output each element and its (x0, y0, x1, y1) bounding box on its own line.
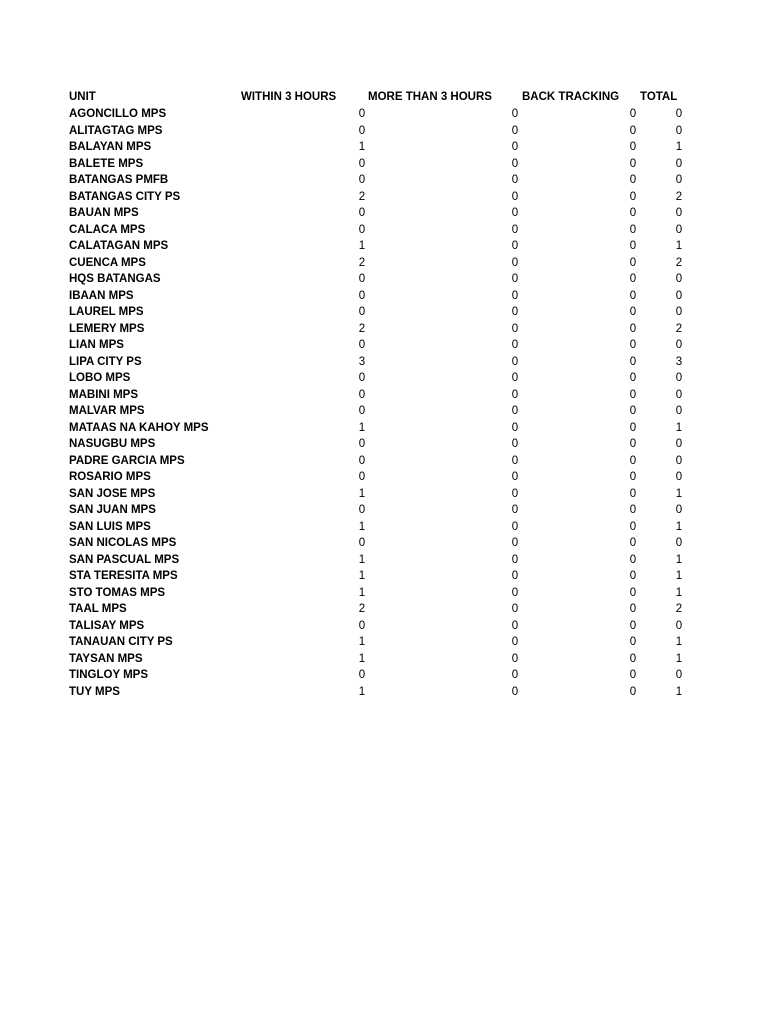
cell-within-3-hours: 0 (358, 438, 366, 450)
table-row (0, 601, 768, 618)
cell-total: 0 (675, 537, 683, 549)
cell-within-3-hours: 1 (358, 570, 366, 582)
cell-within-3-hours: 0 (358, 372, 366, 384)
cell-total: 0 (675, 388, 683, 401)
cell-unit: BATANGAS CITY PS (69, 190, 181, 203)
cell-unit: CALATAGAN MPS (69, 240, 169, 252)
cell-within-3-hours: 0 (358, 124, 366, 137)
cell-back-tracking: 0 (629, 685, 637, 698)
cell-unit: TAAL MPS (69, 603, 127, 615)
cell-within-3-hours: 1 (358, 652, 366, 665)
cell-within-3-hours: 0 (358, 388, 366, 401)
cell-total: 1 (675, 421, 683, 434)
cell-back-tracking: 0 (629, 553, 637, 566)
cell-within-3-hours: 0 (358, 405, 366, 417)
cell-back-tracking: 0 (629, 372, 637, 384)
cell-more-than-3-hours: 0 (511, 421, 519, 434)
table-row (0, 453, 768, 470)
cell-more-than-3-hours: 0 (511, 306, 519, 318)
cell-back-tracking: 0 (629, 306, 637, 318)
cell-back-tracking: 0 (629, 504, 637, 516)
table-row (0, 667, 768, 684)
cell-unit: SAN NICOLAS MPS (69, 537, 177, 549)
cell-within-3-hours: 0 (358, 108, 366, 120)
cell-total: 1 (675, 240, 683, 252)
cell-more-than-3-hours: 0 (511, 174, 519, 186)
cell-more-than-3-hours: 0 (511, 685, 519, 698)
cell-unit: BATANGAS PMFB (69, 174, 169, 186)
cell-unit: NASUGBU MPS (69, 438, 156, 450)
table-row (0, 106, 768, 123)
table-row (0, 370, 768, 387)
cell-total: 1 (675, 636, 683, 648)
cell-unit: MALVAR MPS (69, 405, 145, 417)
table-row (0, 420, 768, 437)
cell-back-tracking: 0 (629, 586, 637, 599)
table-row (0, 552, 768, 569)
cell-total: 2 (675, 322, 683, 335)
cell-within-3-hours: 1 (358, 487, 366, 500)
cell-total: 0 (675, 124, 683, 137)
table-row (0, 238, 768, 255)
cell-more-than-3-hours: 0 (511, 586, 519, 599)
table-row (0, 469, 768, 486)
cell-back-tracking: 0 (629, 421, 637, 434)
cell-back-tracking: 0 (629, 339, 637, 351)
cell-within-3-hours: 1 (358, 685, 366, 698)
cell-within-3-hours: 1 (358, 520, 366, 533)
cell-within-3-hours: 2 (358, 322, 366, 335)
header-unit: UNIT (69, 91, 96, 103)
cell-more-than-3-hours: 0 (511, 273, 519, 285)
cell-more-than-3-hours: 0 (511, 289, 519, 302)
table-row (0, 585, 768, 602)
cell-more-than-3-hours: 0 (511, 504, 519, 516)
cell-total: 0 (675, 454, 683, 467)
cell-unit: BAUAN MPS (69, 207, 139, 219)
cell-unit: MATAAS NA KAHOY MPS (69, 421, 209, 434)
cell-total: 1 (675, 520, 683, 533)
cell-unit: LIPA CITY PS (69, 355, 142, 368)
cell-within-3-hours: 0 (358, 289, 366, 302)
cell-back-tracking: 0 (629, 157, 637, 170)
table-row (0, 387, 768, 404)
cell-unit: HQS BATANGAS (69, 273, 161, 285)
cell-more-than-3-hours: 0 (511, 322, 519, 335)
cell-back-tracking: 0 (629, 603, 637, 615)
cell-total: 0 (675, 504, 683, 516)
cell-back-tracking: 0 (629, 520, 637, 533)
cell-within-3-hours: 1 (358, 636, 366, 648)
cell-back-tracking: 0 (629, 141, 637, 153)
table-row (0, 337, 768, 354)
table-row (0, 255, 768, 272)
cell-unit: SAN JUAN MPS (69, 504, 156, 516)
table-row (0, 222, 768, 239)
cell-within-3-hours: 1 (358, 553, 366, 566)
table-row (0, 139, 768, 156)
cell-within-3-hours: 0 (358, 273, 366, 285)
cell-unit: LAUREL MPS (69, 306, 144, 318)
cell-back-tracking: 0 (629, 174, 637, 186)
cell-more-than-3-hours: 0 (511, 553, 519, 566)
cell-within-3-hours: 0 (358, 223, 366, 236)
cell-back-tracking: 0 (629, 355, 637, 368)
cell-back-tracking: 0 (629, 256, 637, 269)
table-row (0, 618, 768, 635)
cell-more-than-3-hours: 0 (511, 124, 519, 137)
cell-unit: PADRE GARCIA MPS (69, 454, 185, 467)
cell-unit: ROSARIO MPS (69, 471, 151, 483)
table-header-row (0, 89, 768, 106)
table-row (0, 354, 768, 371)
cell-total: 2 (675, 190, 683, 203)
cell-more-than-3-hours: 0 (511, 487, 519, 500)
cell-unit: TAYSAN MPS (69, 652, 143, 665)
header-total: TOTAL (640, 91, 678, 103)
cell-total: 1 (675, 570, 683, 582)
cell-within-3-hours: 0 (358, 504, 366, 516)
cell-more-than-3-hours: 0 (511, 537, 519, 549)
cell-more-than-3-hours: 0 (511, 636, 519, 648)
cell-more-than-3-hours: 0 (511, 570, 519, 582)
cell-unit: SAN LUIS MPS (69, 520, 151, 533)
cell-unit: TUY MPS (69, 685, 120, 698)
cell-back-tracking: 0 (629, 454, 637, 467)
cell-total: 0 (675, 339, 683, 351)
cell-back-tracking: 0 (629, 487, 637, 500)
cell-back-tracking: 0 (629, 405, 637, 417)
cell-unit: CUENCA MPS (69, 256, 146, 269)
cell-unit: MABINI MPS (69, 388, 138, 401)
table-row (0, 288, 768, 305)
cell-within-3-hours: 0 (358, 669, 366, 681)
cell-back-tracking: 0 (629, 570, 637, 582)
table-row (0, 189, 768, 206)
cell-more-than-3-hours: 0 (511, 438, 519, 450)
cell-total: 1 (675, 685, 683, 698)
table-row (0, 634, 768, 651)
cell-total: 0 (675, 306, 683, 318)
table-row (0, 502, 768, 519)
cell-unit: SAN JOSE MPS (69, 487, 156, 500)
cell-back-tracking: 0 (629, 322, 637, 335)
table-row (0, 172, 768, 189)
cell-back-tracking: 0 (629, 652, 637, 665)
table-row (0, 486, 768, 503)
cell-total: 1 (675, 586, 683, 599)
header-within-3-hours: WITHIN 3 HOURS (241, 91, 337, 103)
cell-unit: TINGLOY MPS (69, 669, 149, 681)
cell-more-than-3-hours: 0 (511, 108, 519, 120)
table-row (0, 519, 768, 536)
cell-total: 1 (675, 487, 683, 500)
cell-within-3-hours: 0 (358, 157, 366, 170)
header-back-tracking: BACK TRACKING (522, 91, 620, 103)
cell-more-than-3-hours: 0 (511, 388, 519, 401)
cell-unit: SAN PASCUAL MPS (69, 553, 180, 566)
cell-unit: LOBO MPS (69, 372, 131, 384)
cell-back-tracking: 0 (629, 207, 637, 219)
cell-within-3-hours: 2 (358, 190, 366, 203)
cell-unit: BALAYAN MPS (69, 141, 152, 153)
cell-back-tracking: 0 (629, 289, 637, 302)
cell-total: 0 (675, 289, 683, 302)
cell-within-3-hours: 1 (358, 421, 366, 434)
cell-more-than-3-hours: 0 (511, 619, 519, 632)
cell-unit: BALETE MPS (69, 157, 144, 170)
cell-more-than-3-hours: 0 (511, 669, 519, 681)
cell-back-tracking: 0 (629, 124, 637, 137)
cell-within-3-hours: 0 (358, 207, 366, 219)
table-row (0, 535, 768, 552)
cell-within-3-hours: 0 (358, 306, 366, 318)
cell-within-3-hours: 2 (358, 603, 366, 615)
cell-more-than-3-hours: 0 (511, 339, 519, 351)
cell-within-3-hours: 1 (358, 586, 366, 599)
cell-more-than-3-hours: 0 (511, 223, 519, 236)
cell-unit: LIAN MPS (69, 339, 124, 351)
cell-total: 0 (675, 207, 683, 219)
cell-within-3-hours: 0 (358, 454, 366, 467)
cell-total: 1 (675, 553, 683, 566)
cell-total: 0 (675, 174, 683, 186)
cell-total: 0 (675, 438, 683, 450)
cell-unit: LEMERY MPS (69, 322, 145, 335)
cell-back-tracking: 0 (629, 273, 637, 285)
cell-within-3-hours: 0 (358, 537, 366, 549)
cell-more-than-3-hours: 0 (511, 405, 519, 417)
cell-back-tracking: 0 (629, 108, 637, 120)
cell-more-than-3-hours: 0 (511, 240, 519, 252)
cell-more-than-3-hours: 0 (511, 207, 519, 219)
cell-within-3-hours: 2 (358, 256, 366, 269)
cell-more-than-3-hours: 0 (511, 256, 519, 269)
cell-unit: TALISAY MPS (69, 619, 145, 632)
cell-total: 0 (675, 619, 683, 632)
cell-back-tracking: 0 (629, 537, 637, 549)
cell-total: 0 (675, 669, 683, 681)
cell-unit: STA TERESITA MPS (69, 570, 178, 582)
cell-more-than-3-hours: 0 (511, 471, 519, 483)
table-row (0, 436, 768, 453)
cell-back-tracking: 0 (629, 190, 637, 203)
cell-back-tracking: 0 (629, 438, 637, 450)
cell-unit: ALITAGTAG MPS (69, 124, 163, 137)
table-row (0, 651, 768, 668)
cell-total: 2 (675, 256, 683, 269)
cell-total: 1 (675, 652, 683, 665)
cell-unit: STO TOMAS MPS (69, 586, 166, 599)
cell-back-tracking: 0 (629, 388, 637, 401)
cell-within-3-hours: 1 (358, 141, 366, 153)
cell-more-than-3-hours: 0 (511, 520, 519, 533)
table-row (0, 205, 768, 222)
cell-within-3-hours: 0 (358, 174, 366, 186)
cell-back-tracking: 0 (629, 240, 637, 252)
cell-unit: CALACA MPS (69, 223, 146, 236)
table-row (0, 568, 768, 585)
cell-more-than-3-hours: 0 (511, 603, 519, 615)
table-row (0, 271, 768, 288)
cell-total: 0 (675, 405, 683, 417)
header-more-than-3-hours: MORE THAN 3 HOURS (368, 91, 492, 103)
cell-more-than-3-hours: 0 (511, 157, 519, 170)
cell-unit: IBAAN MPS (69, 289, 134, 302)
table-row (0, 156, 768, 173)
cell-back-tracking: 0 (629, 636, 637, 648)
cell-within-3-hours: 3 (358, 355, 366, 368)
cell-total: 2 (675, 603, 683, 615)
table-row (0, 684, 768, 701)
cell-total: 0 (675, 372, 683, 384)
cell-unit: AGONCILLO MPS (69, 108, 167, 120)
cell-more-than-3-hours: 0 (511, 190, 519, 203)
cell-total: 0 (675, 471, 683, 483)
cell-unit: TANAUAN CITY PS (69, 636, 173, 648)
cell-total: 0 (675, 108, 683, 120)
cell-more-than-3-hours: 0 (511, 652, 519, 665)
cell-more-than-3-hours: 0 (511, 355, 519, 368)
cell-total: 1 (675, 141, 683, 153)
cell-within-3-hours: 0 (358, 619, 366, 632)
cell-within-3-hours: 1 (358, 240, 366, 252)
cell-back-tracking: 0 (629, 223, 637, 236)
cell-back-tracking: 0 (629, 669, 637, 681)
cell-back-tracking: 0 (629, 619, 637, 632)
cell-more-than-3-hours: 0 (511, 372, 519, 384)
cell-more-than-3-hours: 0 (511, 141, 519, 153)
table-row (0, 123, 768, 140)
cell-within-3-hours: 0 (358, 339, 366, 351)
table-row (0, 403, 768, 420)
cell-total: 0 (675, 273, 683, 285)
cell-within-3-hours: 0 (358, 471, 366, 483)
table-row (0, 321, 768, 338)
cell-total: 0 (675, 157, 683, 170)
cell-total: 0 (675, 223, 683, 236)
cell-back-tracking: 0 (629, 471, 637, 483)
cell-more-than-3-hours: 0 (511, 454, 519, 467)
cell-total: 3 (675, 355, 683, 368)
table-row (0, 304, 768, 321)
